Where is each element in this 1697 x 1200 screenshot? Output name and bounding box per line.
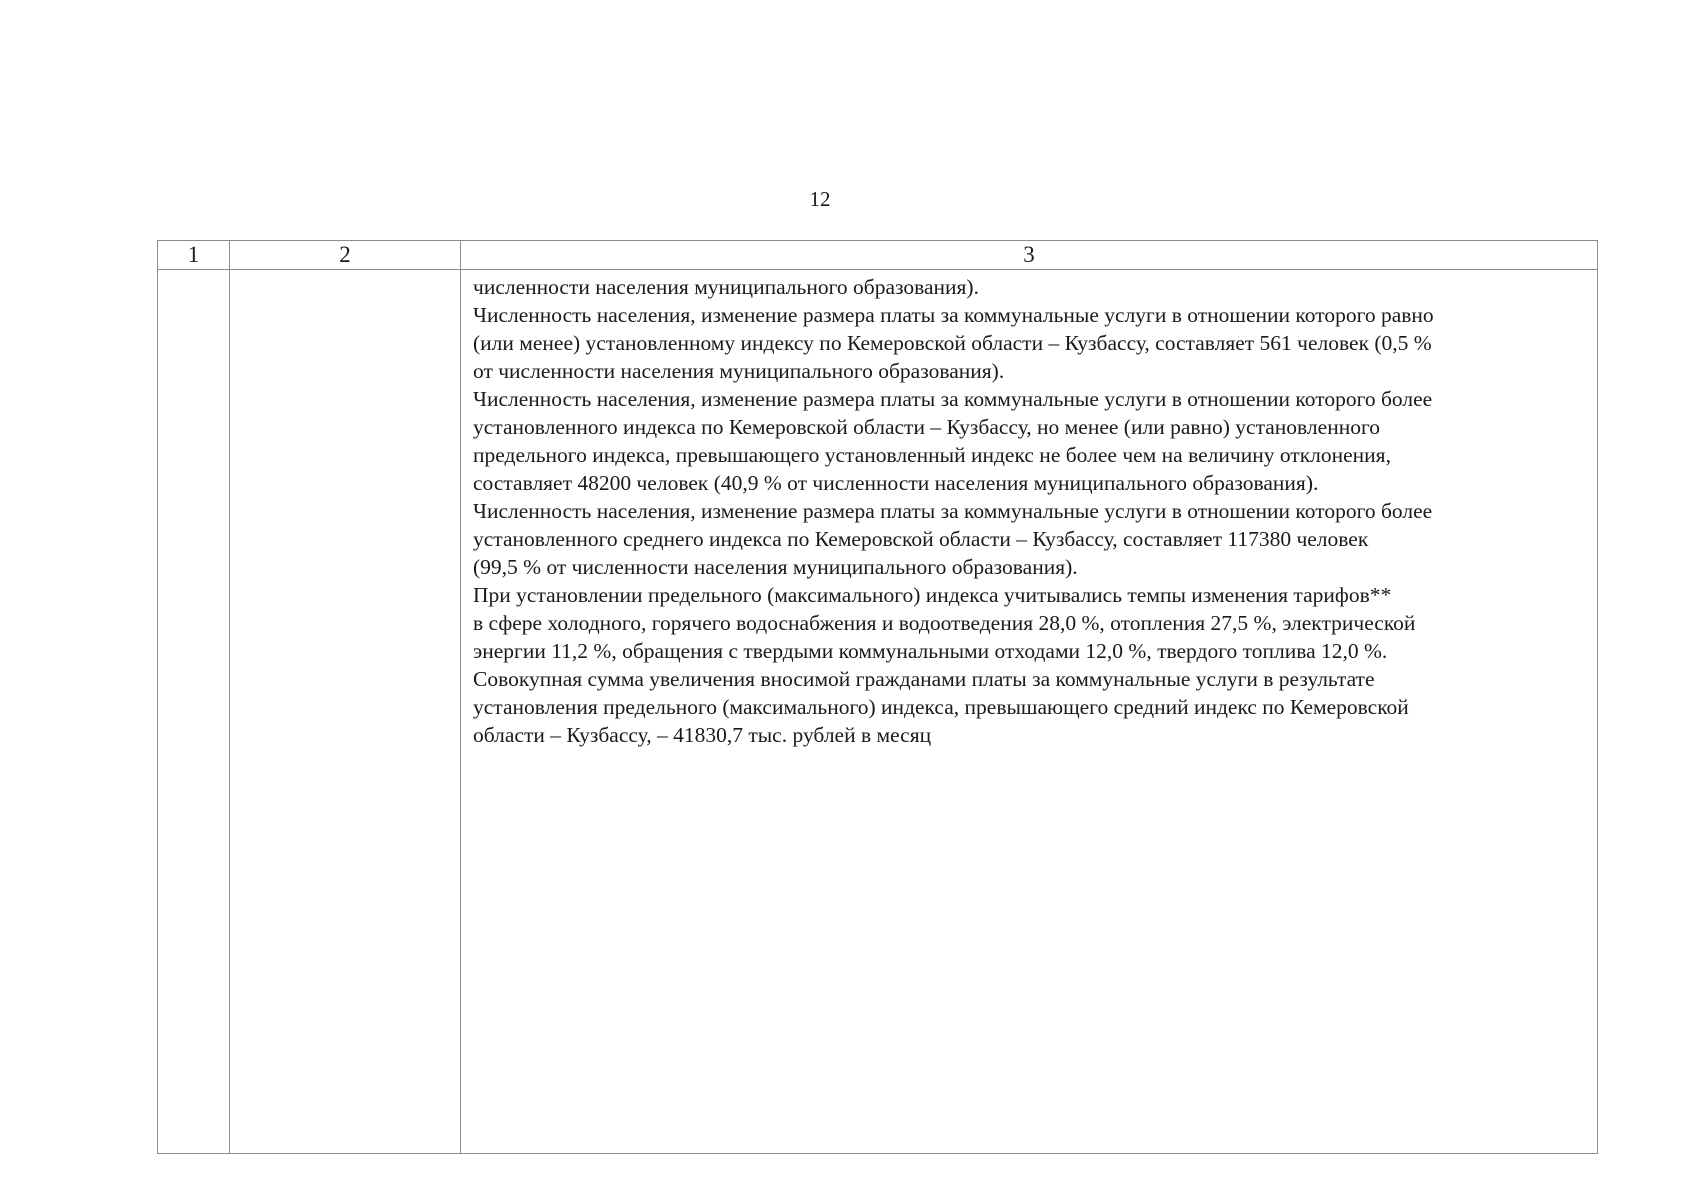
column-header-3: 3 xyxy=(461,241,1598,270)
column-header-1: 1 xyxy=(158,241,230,270)
text-line: Численность населения, изменение размера платы за коммунальные услуги в отношении которого более xyxy=(473,499,1433,523)
text-line: При установлении предельного (максимального) индекса учитывались темпы изменения тарифов** xyxy=(473,583,1392,607)
text-line: предельного индекса, превышающего установленный индекс не более чем на величину отклонения, xyxy=(473,443,1391,467)
text-line: Совокупная сумма увеличения вносимой гражданами платы за коммунальные услуги в результате xyxy=(473,667,1375,691)
text-line: численности населения муниципального образования). xyxy=(473,275,979,299)
table-row xyxy=(158,270,1598,1154)
text-line: установления предельного (максимального) индекса, превышающего средний индекс по Кемеровской xyxy=(473,695,1409,719)
text-line: составляет 48200 человек (40,9 % от численности населения муниципального образования). xyxy=(473,471,1319,495)
text-line: установленного индекса по Кемеровской области – Кузбассу, но менее (или равно) установленного xyxy=(473,415,1380,439)
text-line: установленного среднего индекса по Кемеровской области – Кузбассу, составляет 117380 человек xyxy=(473,527,1369,551)
cell-col-3-text xyxy=(461,270,1597,749)
text-line: в сфере холодного, горячего водоснабжения и водоотведения 28,0 %, отопления 27,5 %, электрической xyxy=(473,611,1416,635)
table-header-row xyxy=(158,241,1598,270)
cell-col-1 xyxy=(158,270,230,1154)
cell-col-2 xyxy=(230,270,461,1154)
cell-col-3 xyxy=(461,270,1598,1154)
text-line: Численность населения, изменение размера платы за коммунальные услуги в отношении которого равно xyxy=(473,303,1434,327)
text-line: Численность населения, изменение размера платы за коммунальные услуги в отношении которого более xyxy=(473,387,1433,411)
text-line: области – Кузбассу, – 41830,7 тыс. рублей в месяц xyxy=(473,723,932,747)
text-line: энергии 11,2 %, обращения с твердыми коммунальными отходами 12,0 %, твердого топлива 12,0 %. xyxy=(473,639,1388,663)
text-line: (или менее) установленному индексу по Кемеровской области – Кузбассу, составляет 561 человек (0,5 % xyxy=(473,331,1432,355)
text-line: от численности населения муниципального образования). xyxy=(473,359,1005,383)
text-line: (99,5 % от численности населения муниципального образования). xyxy=(473,555,1078,579)
page-number: 12 xyxy=(809,187,831,211)
document-table xyxy=(157,240,1598,1154)
column-header-2: 2 xyxy=(230,241,461,270)
